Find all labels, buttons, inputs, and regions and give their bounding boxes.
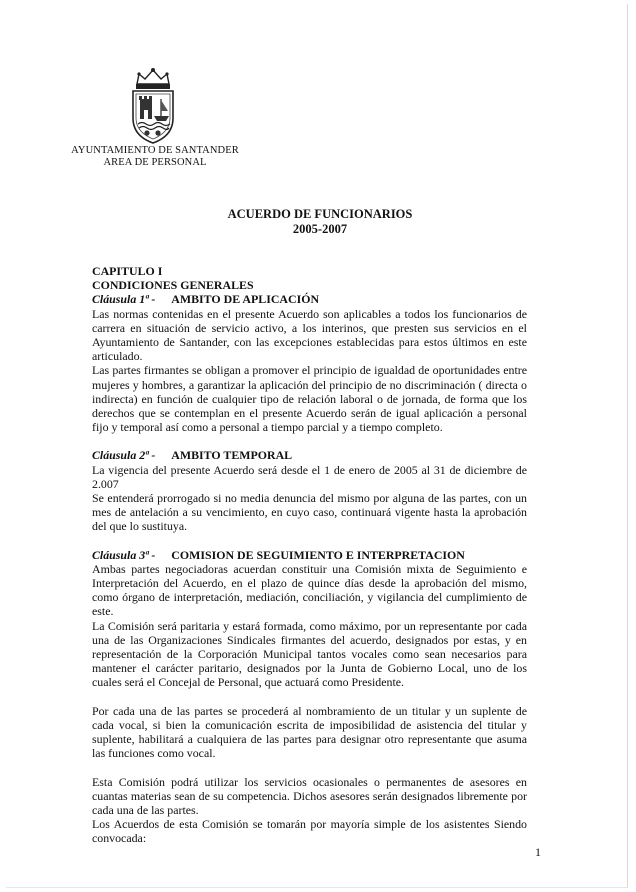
clause-paragraph: La vigencia del presente Acuerdo será desde el 1 de enero de 2005 al 31 de diciembre de 2.007: [92, 462, 527, 491]
clause-title: AMBITO TEMPORAL: [171, 448, 293, 463]
organization-header: [60, 145, 250, 169]
clause-paragraph: La Comisión será paritaria y estará formada, como máximo, por un representante por cada una de las Organizaciones Sindicales firmantes del acuerdo, designados por estas, y en representación de la Corporación Municipal tantos vocales como sean necesarios para mantener el carácter paritario, designados por la Junta de Gobierno Local, uno de los cuales será el Concejal de Personal, que actuará como Presidente.: [92, 618, 527, 690]
clause-paragraph: Los Acuerdos de esta Comisión se tomarán por mayoría simple de los asistentes Siendo convocada:: [92, 817, 527, 846]
clause-paragraph: Se entenderá prorrogado si no media denuncia del mismo por alguna de las partes, con un mes de antelación a su vencimiento, en cuyo caso, continuará vigente hasta la aprobación del que lo sustituya.: [92, 491, 527, 534]
clause-number: Cláusula 1ª -: [92, 292, 156, 307]
city-coat-of-arms-icon: [125, 66, 181, 146]
clause-paragraph: Esta Comisión podrá utilizar los servicios ocasionales o permanentes de asesores en cuantas materias sean de su competencia. Dichos asesores serán designados libremente por cada una de las partes.: [92, 774, 527, 817]
document-body: [92, 264, 527, 846]
clause-paragraph: Las partes firmantes se obligan a promover el principio de igualdad de oportunidades entre mujeres y hombres, a garantizar la aplicación del principio de no discriminación ( directa o indirecta) en función de cualquier tipo de relación laboral o de jornada, de forma que los derechos que se contemplan en el presente Acuerdo serán de igual aplicación a personal fijo y temporal así como a personal a tiempo parcial y a tiempo completo.: [92, 363, 527, 435]
clause-paragraph: Por cada una de las partes se procederá al nombramiento de un titular y un suplente de cada vocal, si bien la comunicación escrita de imposibilidad de asistencia del titular y suplente, habilitará a cualquiera de las partes para designar otro representante que asuma las funciones como vocal.: [92, 703, 527, 761]
title-line-1: ACUERDO DE FUNCIONARIOS: [227, 207, 413, 221]
clause-paragraph: Ambas partes negociadoras acuerdan constituir una Comisión mixta de Seguimiento e Interpretación del Acuerdo, en el plazo de quince días desde la aprobación del mismo, como órgano de interpretación, mediación, conciliación, y vigilancia del cumplimiento de este.: [92, 561, 527, 619]
clause-title: COMISION DE SEGUIMIENTO E INTERPRETACION: [171, 547, 465, 562]
document-title: [150, 207, 490, 237]
page-number: 1: [535, 845, 541, 859]
clause-paragraph: Las normas contenidas en el presente Acuerdo son aplicables a todos los funcionarios de carrera en situación de servicio activo, a los interinos, que presten sus servicios en el Ayuntamiento de Santander, con las excepciones establecidas para estos últimos en este articulado.: [92, 306, 527, 364]
org-name: AYUNTAMIENTO DE SANTANDER: [71, 145, 239, 156]
clause-title: AMBITO DE APLICACIÓN: [171, 292, 320, 307]
title-line-2: 2005-2007: [292, 222, 348, 236]
clause-number: Cláusula 2ª -: [92, 448, 156, 463]
clause-heading: [92, 292, 527, 306]
chapter-label: CAPITULO I: [92, 264, 163, 278]
chapter-name: CONDICIONES GENERALES: [92, 278, 254, 293]
department-name: AREA DE PERSONAL: [103, 157, 207, 168]
clause-number: Cláusula 3ª -: [92, 547, 156, 562]
clause-heading: [92, 448, 527, 462]
clause-heading: [92, 548, 527, 562]
